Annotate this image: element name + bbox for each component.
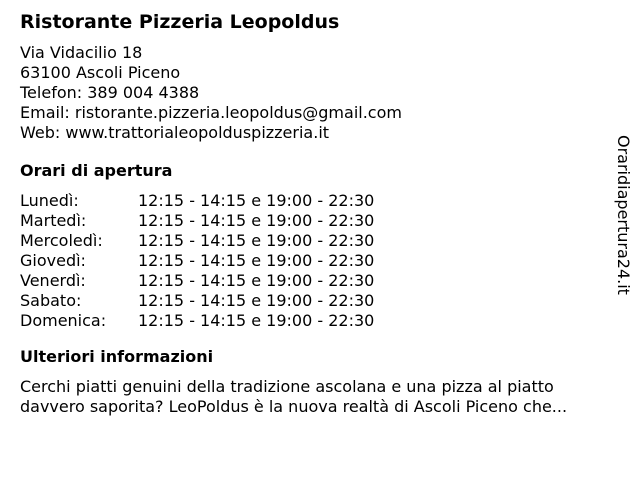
day-label: Sabato:: [20, 291, 82, 310]
day-hours: 12:15 - 14:15 e 19:00 - 22:30: [138, 211, 375, 230]
hours-row: [20, 271, 374, 291]
more-info-text: Cerchi piatti genuini della tradizione ascolana e una pizza al piatto davvero saporita? LeoPoldus è la nuova realtà di Ascoli Piceno che...: [20, 377, 568, 416]
postal-city: 63100 Ascoli Piceno: [20, 63, 181, 82]
website-line: Web: www.trattorialeopolduspizzeria.it: [20, 123, 330, 142]
hours-row: [20, 311, 374, 331]
phone-line: Telefon: 389 004 4388: [20, 83, 200, 102]
day-label: Domenica:: [20, 311, 107, 330]
day-label: Martedì:: [20, 211, 87, 230]
hours-row: [20, 291, 374, 311]
contact-block: [20, 43, 610, 143]
business-card: [20, 10, 610, 417]
day-label: Giovedì:: [20, 251, 86, 270]
day-hours: 12:15 - 14:15 e 19:00 - 22:30: [138, 291, 375, 310]
day-label: Venerdì:: [20, 271, 86, 290]
watermark-text: Oraridiapertura24.it: [614, 135, 633, 295]
opening-hours-table: [20, 191, 374, 331]
day-hours: 12:15 - 14:15 e 19:00 - 22:30: [138, 311, 375, 330]
day-label: Mercoledì:: [20, 231, 103, 250]
hours-row: [20, 251, 374, 271]
street-address: Via Vidacilio 18: [20, 43, 143, 62]
day-hours: 12:15 - 14:15 e 19:00 - 22:30: [138, 251, 375, 270]
day-hours: 12:15 - 14:15 e 19:00 - 22:30: [138, 271, 375, 290]
hours-row: [20, 211, 374, 231]
opening-hours-heading: Orari di apertura: [20, 161, 173, 180]
business-name: Ristorante Pizzeria Leopoldus: [20, 11, 340, 33]
email-line: Email: ristorante.pizzeria.leopoldus@gmail.com: [20, 103, 402, 122]
site-watermark: [610, 135, 636, 315]
more-info-heading: Ulteriori informazioni: [20, 347, 214, 366]
hours-row: [20, 231, 374, 251]
day-hours: 12:15 - 14:15 e 19:00 - 22:30: [138, 191, 375, 210]
day-hours: 12:15 - 14:15 e 19:00 - 22:30: [138, 231, 375, 250]
hours-row: [20, 191, 374, 211]
day-label: Lunedì:: [20, 191, 79, 210]
